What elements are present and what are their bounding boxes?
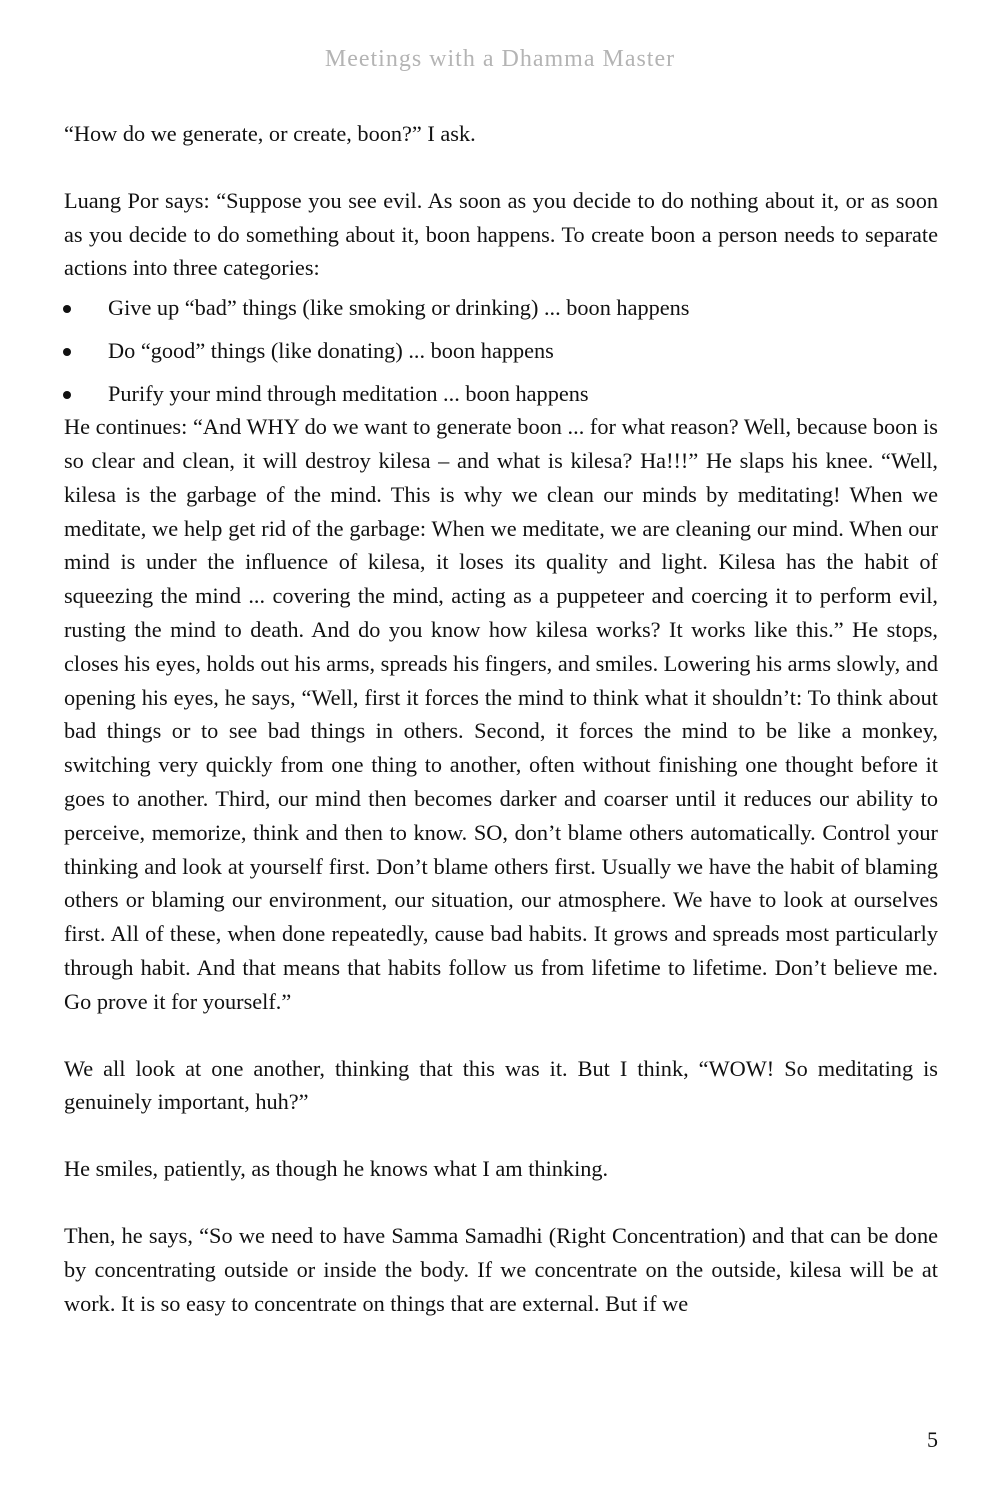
paragraph-luang-por-says: Luang Por says: “Suppose you see evil. As soon as you decide to do nothing about it, or as soon as you decide to do something about it, boon happens. To create boon a person needs to separate actions into three categories: — [64, 187, 938, 281]
running-head: Meetings with a Dhamma Master — [324, 46, 676, 72]
bullet-text: Purify your mind through meditation ... boon happens — [108, 381, 589, 407]
bullet-list — [64, 291, 938, 410]
bullet-item — [64, 291, 938, 324]
bullet-text: Do “good” things (like donating) ... boon happens — [108, 338, 554, 364]
bullet-icon — [63, 305, 71, 313]
paragraph-question: “How do we generate, or create, boon?” I ask. — [64, 121, 476, 146]
paragraph-then-he-says: Then, he says, “So we need to have Samma Samadhi (Right Concentration) and that can be done by concentrating outside or inside the body. If we concentrate on the outside, kilesa will be at work. It is so easy to concentrate on things that are external. But if we — [64, 1222, 938, 1316]
bullet-item — [64, 334, 938, 367]
paragraph-we-all-look: We all look at one another, thinking that this was it. But I think, “WOW! So meditating is genuinely important, huh?” — [64, 1055, 938, 1115]
page-body — [64, 117, 938, 1320]
bullet-icon — [63, 348, 71, 356]
bullet-text: Give up “bad” things (like smoking or drinking) ... boon happens — [108, 295, 690, 321]
bullet-item — [64, 377, 938, 410]
paragraph-he-continues: He continues: “And WHY do we want to generate boon ... for what reason? Well, because boon is so clear and clean, it will destroy kilesa – and what is kilesa? Ha!!!” He slaps his knee. “Well, kilesa is the garbage of the mind. This is why we clean our minds by meditating! When we meditate, we help get rid of the garbage: When we meditate, we are cleaning our mind. When our mind is under the influence of kilesa, it loses its quality and light. Kilesa has the habit of squeezing the mind ... covering the mind, acting as a puppeteer and coercing it to perform evil, rusting the mind to death. And do you know how kilesa works? It works like this.” He stops, closes his eyes, holds out his arms, spreads his fingers, and smiles. Lowering his arms slowly, and opening his eyes, he says, “Well, first it forces the mind to think what it shouldn’t: To think about bad things or to see bad things in others. Second, it forces the mind to be like a monkey, switching very quickly from one thing to another, often without finishing one thought before it goes to another. Third, our mind then becomes darker and coarser until it reduces our ability to perceive, memorize, think and then to know. SO, don’t blame others automatically. Control your thinking and look at yourself first. Don’t blame others first. Usually we have the habit of blaming others or blaming our environment, our situation, our atmosphere. We have to look at ourselves first. All of these, when done repeatedly, cause bad habits. It grows and spreads most particularly through habit. And that means that habits follow us from lifetime to lifetime. Don’t believe me. Go prove it for yourself.” — [64, 414, 938, 1014]
bullet-icon — [63, 391, 71, 399]
page-number: 5 — [927, 1427, 938, 1452]
paragraph-he-smiles: He smiles, patiently, as though he knows what I am thinking. — [64, 1156, 609, 1182]
